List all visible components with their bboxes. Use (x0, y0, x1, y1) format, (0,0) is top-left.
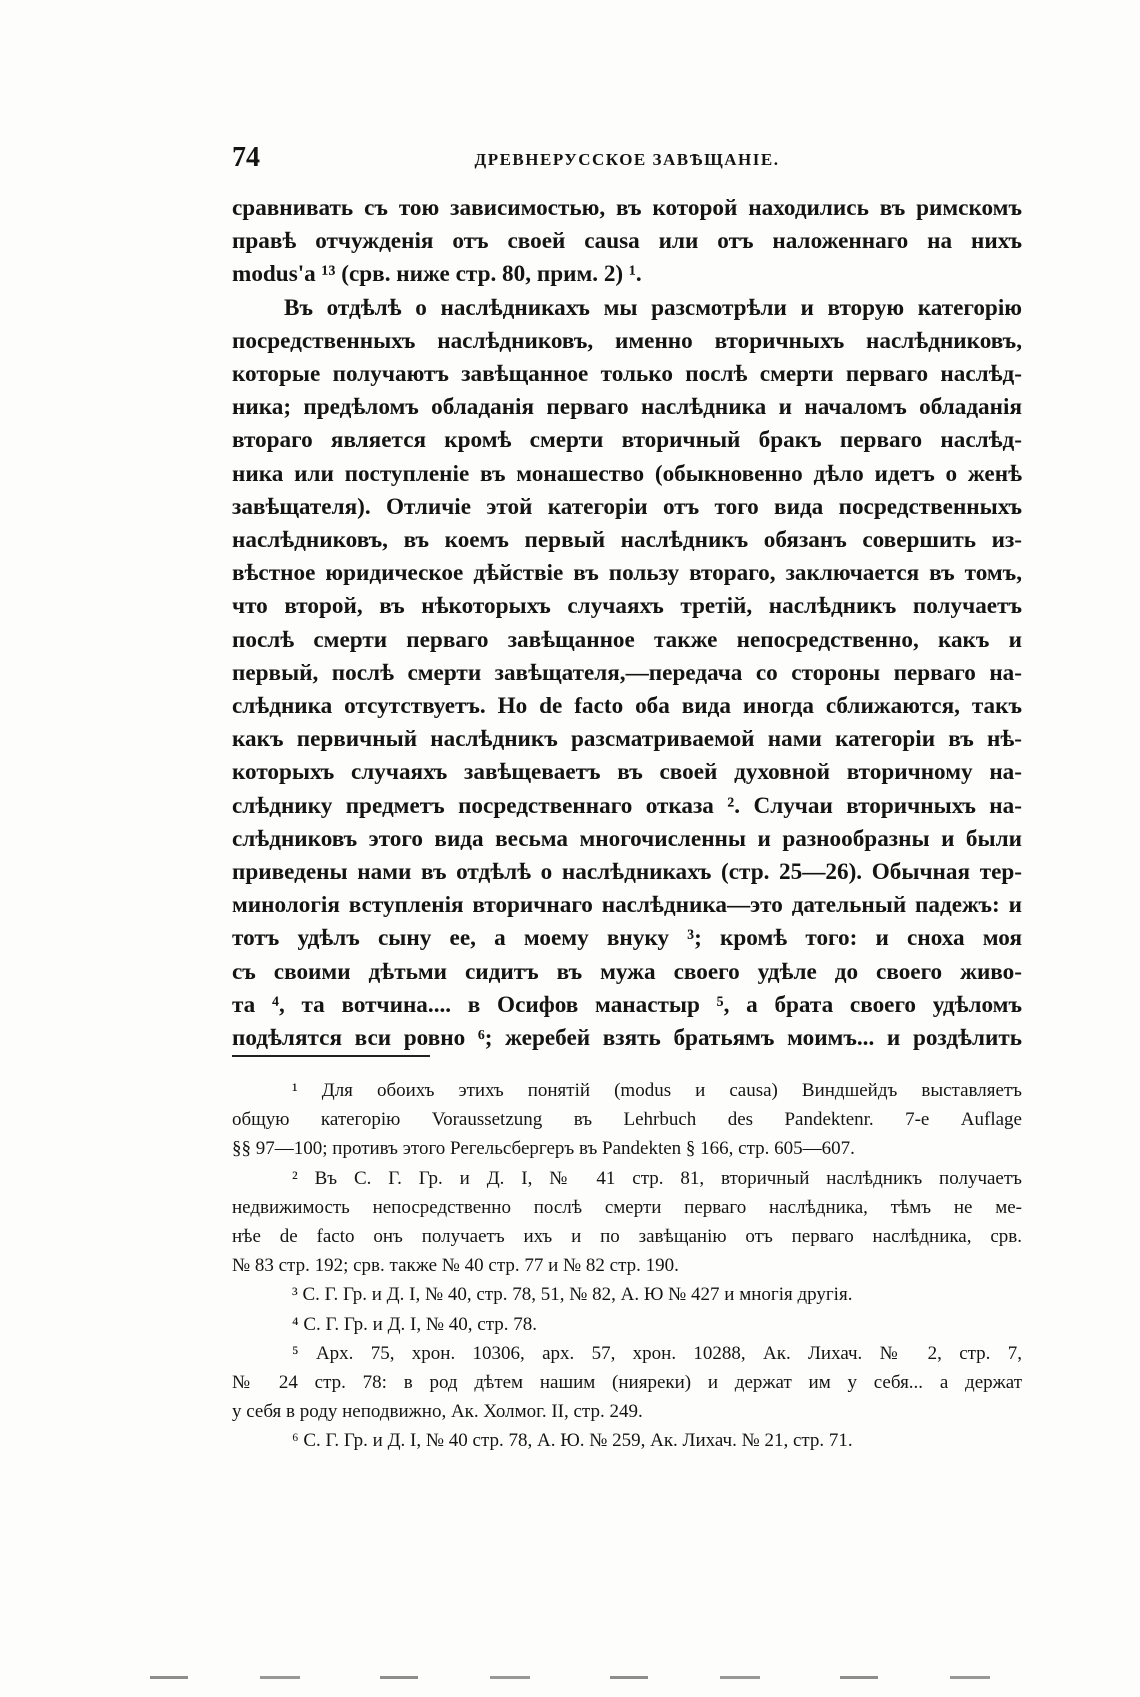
text-line: втораго является кромѣ смерти вторичный бракъ перваго наслѣд- (232, 427, 1022, 454)
footnote-line: ³ С. Г. Гр. и Д. I, № 40, стр. 78, 51, № 82, А. Ю № 427 и многія другія. (292, 1284, 853, 1306)
text-line: послѣ смерти перваго завѣщанное также непосредственно, какъ и (232, 626, 1022, 653)
footnote-line: ¹ Для обоихъ этихъ понятій (modus и causa) Виндшейдъ выставляетъ (292, 1080, 1022, 1101)
page-header (232, 142, 1022, 178)
text-line: ника; предѣломъ обладанія перваго наслѣдника и началомъ обладанія (232, 394, 1022, 421)
footnote-line: у себя в роду неподвижно, Ак. Холмог. II, стр. 249. (232, 1401, 643, 1423)
text-line: правѣ отчужденія отъ своей causa или отъ наложеннаго на нихъ (232, 228, 1022, 255)
footnotes (232, 1076, 1022, 1456)
main-text (232, 192, 1022, 1055)
text-line: какъ первичный наслѣдникъ разсматриваемой нами категоріи въ нѣ- (232, 726, 1022, 753)
text-line: первый, послѣ смерти завѣщателя,—передача со стороны перваго на- (232, 659, 1022, 686)
text-line: сравнивать съ тою зависимостью, въ которой находились въ римскомъ (232, 195, 1022, 221)
footnote-line: № 24 стр. 78: в род дѣтем нашим (нияреки) и держат им у себя... а держат (232, 1372, 1022, 1394)
footnote-line: §§ 97—100; противъ этого Регельсбергеръ въ Pandekten § 166, стр. 605—607. (232, 1138, 855, 1160)
footnote-line: ⁶ С. Г. Гр. и Д. I, № 40 стр. 78, А. Ю. № 259, Ак. Лихач. № 21, стр. 71. (292, 1430, 853, 1452)
page-number: 74 (232, 142, 260, 173)
text-line: наслѣдниковъ, въ коемъ первый наслѣдникъ обязанъ совершить из- (232, 527, 1022, 554)
text-line: подѣлятся вси ровно ⁶; жеребей взять братьямъ моимъ... и роздѣлить (232, 1025, 1022, 1052)
text-line: слѣднику предметъ посредственнаго отказа ². Случаи вторичныхъ на- (232, 792, 1022, 819)
text-line: вѣстное юридическое дѣйствіе въ пользу втораго, заключается въ томъ, (232, 560, 1022, 587)
footnote-line: ² Въ С. Г. Гр. и Д. I, № 41 стр. 81, вторичный наслѣдникъ получаетъ (292, 1167, 1022, 1189)
footnote-line: недвижимость непосредственно послѣ смерти перваго наслѣдника, тѣмъ не ме- (232, 1196, 1022, 1218)
text-line: слѣдника отсутствуетъ. Но de facto оба вида иногда сближаются, такъ (232, 693, 1022, 720)
text-line: приведены нами въ отдѣлѣ о наслѣдникахъ (стр. 25—26). Обычная тер- (232, 859, 1022, 886)
text-line: тотъ удѣлъ сыну ее, а моему внуку ³; кромѣ того: и сноха моя (232, 925, 1022, 952)
footnote-line: № 83 стр. 192; срв. также № 40 стр. 77 и № 82 стр. 190. (232, 1255, 679, 1277)
text-line: которые получаютъ завѣщанное только послѣ смерти перваго наслѣд- (232, 361, 1022, 388)
footnote-separator (232, 1055, 430, 1057)
text-line: ника или поступленіе въ монашество (обыкновенно дѣло идетъ о женѣ (232, 460, 1022, 487)
footnote-line: нѣе de facto онъ получаетъ ихъ и по завѣщанію отъ перваго наслѣдника, срв. (232, 1226, 1022, 1248)
text-line: завѣщателя). Отличіе этой категоріи отъ того вида посредственныхъ (232, 493, 1022, 520)
text-line: съ своими дѣтьми сидитъ въ мужа своего удѣле до своего живо- (232, 958, 1022, 985)
text-line: слѣдниковъ этого вида весьма многочисленны и разнообразны и были (232, 825, 1022, 852)
running-title: ДРЕВНЕРУССКОЕ ЗАВѢЩАНІЕ. (474, 150, 780, 169)
footnote-line: ⁴ С. Г. Гр. и Д. I, № 40, стр. 78. (292, 1313, 537, 1335)
footnote-line: ⁵ Арх. 75, хрон. 10306, арх. 57, хрон. 10288, Ак. Лихач. № 2, стр. 7, (292, 1342, 1022, 1364)
text-line: что второй, въ нѣкоторыхъ случаяхъ третій, наслѣдникъ получаетъ (232, 593, 1022, 620)
text-line: Въ отдѣлѣ о наслѣдникахъ мы разсмотрѣли и вторую категорію (284, 294, 1022, 321)
text-line: минологія вступленія вторичнаго наслѣдника—это дательный падежъ: и (232, 892, 1022, 919)
scan-edge-artifact (150, 1676, 1050, 1679)
text-line: modus'а ¹³ (срв. ниже стр. 80, прим. 2) ¹. (232, 261, 642, 288)
footnote-line: общую категорію Voraussetzung въ Lehrbuch des Pandektenr. 7-е Auflage (232, 1109, 1022, 1131)
text-line: которыхъ случаяхъ завѣщеваетъ въ своей духовной вторичному на- (232, 759, 1022, 786)
text-line: та ⁴, та вотчина.... в Осифов манастыр ⁵, а брата своего удѣломъ (232, 991, 1022, 1018)
text-line: посредственныхъ наслѣдниковъ, именно вторичныхъ наслѣдниковъ, (232, 327, 1022, 354)
